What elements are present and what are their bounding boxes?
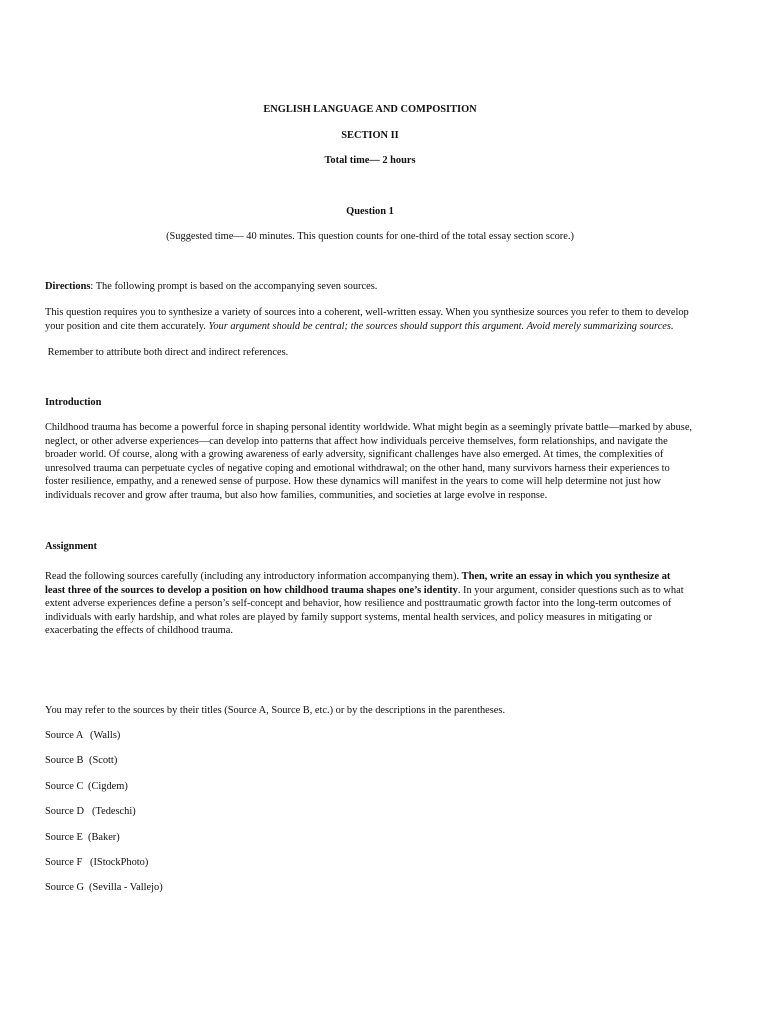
- assignment-text-bold: Then, write an essay in which you synthesize at least three of the sources to develop a position on how childhood trauma shapes one’s identity: [45, 571, 671, 596]
- question-title: Question 1: [346, 206, 394, 217]
- source-label: Source B: [45, 755, 84, 766]
- directions-text: : The following prompt is based on the accompanying seven sources.: [90, 281, 378, 292]
- source-description: (IStockPhoto): [90, 857, 149, 868]
- source-item: [45, 856, 149, 870]
- total-time: Total time— 2 hours: [324, 155, 416, 166]
- assignment-text-plain-1: Read the following sources carefully (including any introductory information accompanying them).: [45, 571, 462, 582]
- sources-intro: You may refer to the sources by their titles (Source A, Source B, etc.) or by the descriptions in the parentheses.: [45, 705, 506, 716]
- source-description: (Tedeschi): [92, 806, 136, 817]
- source-description: (Sevilla - Vallejo): [89, 882, 163, 893]
- source-description: (Cigdem): [88, 781, 128, 792]
- assignment-heading: Assignment: [45, 541, 97, 552]
- directions-line: [45, 280, 693, 294]
- section-title: SECTION II: [341, 130, 399, 141]
- course-title: ENGLISH LANGUAGE AND COMPOSITION: [263, 104, 477, 115]
- source-label: Source A: [45, 730, 84, 741]
- directions-paragraph: [45, 306, 693, 333]
- source-item: [45, 729, 121, 743]
- source-label: Source G: [45, 882, 84, 893]
- directions-para-plain: This question requires you to synthesize a variety of sources into a coherent, well-written essay. When you synthesize sources you refer to them to develop your position and cite them accurately.: [45, 307, 689, 332]
- source-item: [45, 780, 128, 794]
- introduction-text: Childhood trauma has become a powerful force in shaping personal identity worldwide. What might begin as a seemingly private battle—marked by abuse, neglect, or other adverse experiences—can develop into patterns that affect how individuals perceive themselves, form relationships, and navigate the broader world. Of course, along with a growing awareness of early adversity, significant challenges have also emerged. At times, the complexities of unresolved trauma can perpetuate cycles of negative coping and emotional withdrawal; on the other hand, many survivors harness their experiences to foster resilience, empathy, and a renewed sense of purpose. How these dynamics will manifest in the years to come will help determine not just how individuals recover and grow after trauma, but also how families, communities, and societies at large evolve in response.: [45, 422, 693, 501]
- source-description: (Scott): [89, 755, 118, 766]
- source-item: [45, 831, 120, 845]
- source-label: Source E: [45, 832, 83, 843]
- assignment-text-plain-2: . In your argument, consider questions such as to what extent adverse experiences define a person’s self-concept and behavior, how resilience and posttraumatic growth factor into the long-term outcomes of individuals with early hardship, and what roles are played by family support systems, mental health services, and policy measures in mitigating or exacerbating the effects of childhood trauma.: [45, 584, 684, 637]
- source-label: Source D: [45, 806, 84, 817]
- suggested-time: (Suggested time— 40 minutes. This question counts for one-third of the total essay section score.): [166, 231, 574, 242]
- assignment-text: [45, 570, 693, 638]
- source-item: [45, 754, 118, 768]
- source-item: [45, 805, 136, 819]
- directions-label: Directions: [45, 281, 91, 292]
- directions-para-italic: Your argument should be central; the sources should support this argument. Avoid merely summarizing sources.: [208, 320, 674, 332]
- introduction-heading: Introduction: [45, 397, 102, 408]
- source-label: Source F: [45, 857, 83, 868]
- source-description: (Walls): [90, 730, 121, 741]
- source-label: Source C: [45, 781, 84, 792]
- source-description: (Baker): [88, 832, 120, 843]
- attribute-reminder: Remember to attribute both direct and indirect references.: [45, 347, 289, 358]
- source-item: [45, 881, 163, 895]
